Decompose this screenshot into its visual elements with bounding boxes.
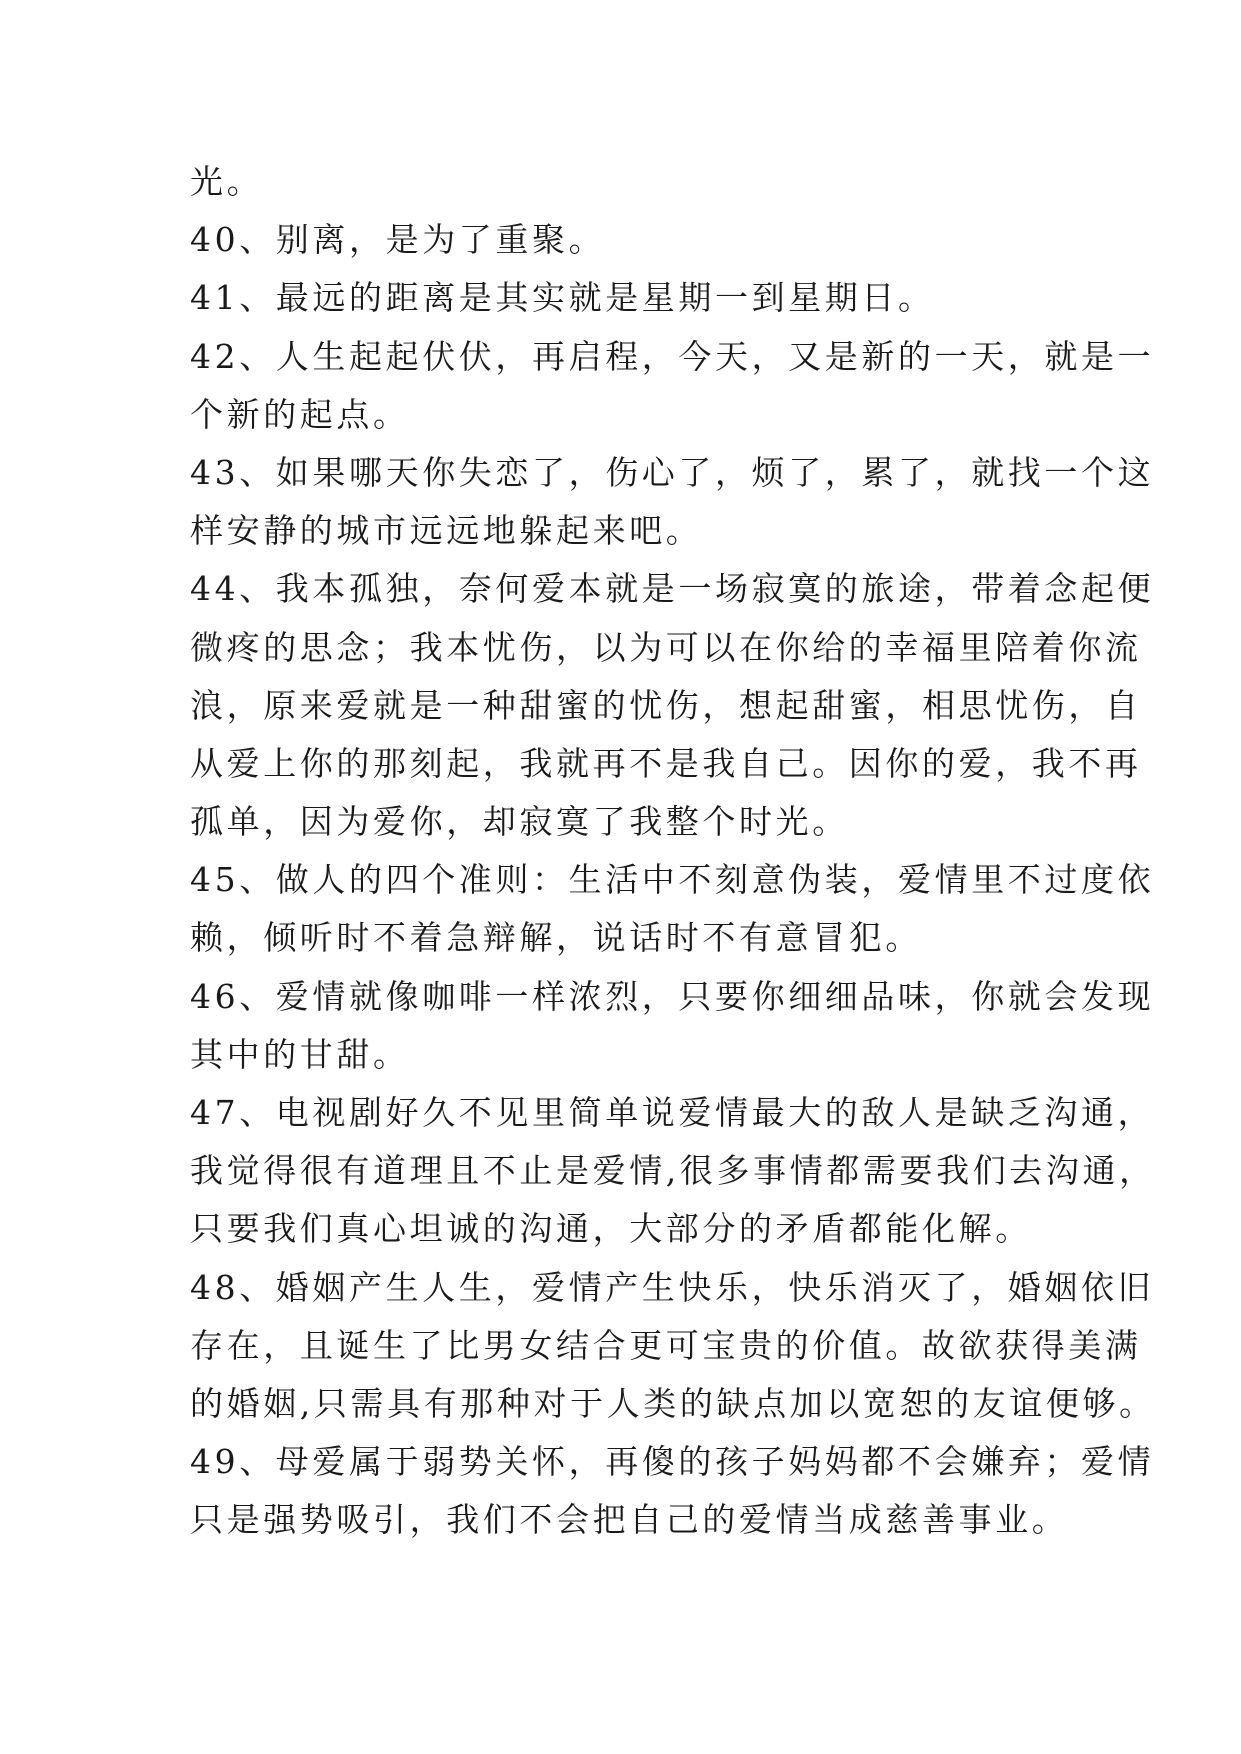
text-line: 只是强势吸引，我们不会把自己的爱情当成慈善事业。 xyxy=(190,1500,1069,1540)
text-line: 49、母爱属于弱势关怀，再傻的孩子妈妈都不会嫌弃；爱情 xyxy=(190,1442,1155,1482)
text-line: 存在，且诞生了比男女结合更可宝贵的价值。故欲获得美满 xyxy=(190,1325,1142,1365)
text-line: 48、婚姻产生人生，爱情产生快乐，快乐消灭了，婚姻依旧 xyxy=(190,1267,1155,1307)
text-line: 43、如果哪天你失恋了，伤心了，烦了，累了，就找一个这 xyxy=(190,452,1155,492)
text-line: 光。 xyxy=(190,162,264,201)
text-line: 47、电视剧好久不见里简单说爱情最大的敌人是缺乏沟通， xyxy=(190,1093,1155,1132)
text-line: 42、人生起起伏伏，再启程，今天，又是新的一天，就是一 xyxy=(190,336,1155,376)
text-line: 浪，原来爱就是一种甜蜜的忧伤，想起甜蜜，相思忧伤，自 xyxy=(190,685,1142,725)
text-line: 44、我本孤独，奈何爱本就是一场寂寞的旅途，带着念起便 xyxy=(190,569,1155,609)
text-line: 从爱上你的那刻起，我就再不是我自己。因你的爱，我不再 xyxy=(190,743,1142,783)
text-line: 40、别离，是为了重聚。 xyxy=(190,220,606,260)
document-body xyxy=(190,153,1156,1550)
text-line: 赖，倾听时不着急辩解，说话时不有意冒犯。 xyxy=(190,918,922,958)
text-line: 的婚姻,只需具有那种对于人类的缺点加以宽恕的友谊便够。 xyxy=(190,1383,1156,1423)
text-line: 孤单，因为爱你，却寂寞了我整个时光。 xyxy=(190,802,849,842)
text-line: 我觉得很有道理且不止是爱情,很多事情都需要我们去沟通， xyxy=(190,1151,1156,1191)
text-line: 其中的甘甜。 xyxy=(190,1034,410,1074)
text-line: 微疼的思念；我本忧伤，以为可以在你给的幸福里陪着你流 xyxy=(190,627,1142,667)
text-line: 46、爱情就像咖啡一样浓烈，只要你细细品味，你就会发现 xyxy=(190,976,1155,1016)
text-line: 样安静的城市远远地躲起来吧。 xyxy=(190,511,703,551)
text-line: 个新的起点。 xyxy=(190,394,410,434)
text-line: 41、最远的距离是其实就是星期一到星期日。 xyxy=(190,278,935,318)
text-line: 45、做人的四个准则：生活中不刻意伪装，爱情里不过度依 xyxy=(190,860,1155,900)
text-line: 只要我们真心坦诚的沟通，大部分的矛盾都能化解。 xyxy=(190,1209,1032,1249)
